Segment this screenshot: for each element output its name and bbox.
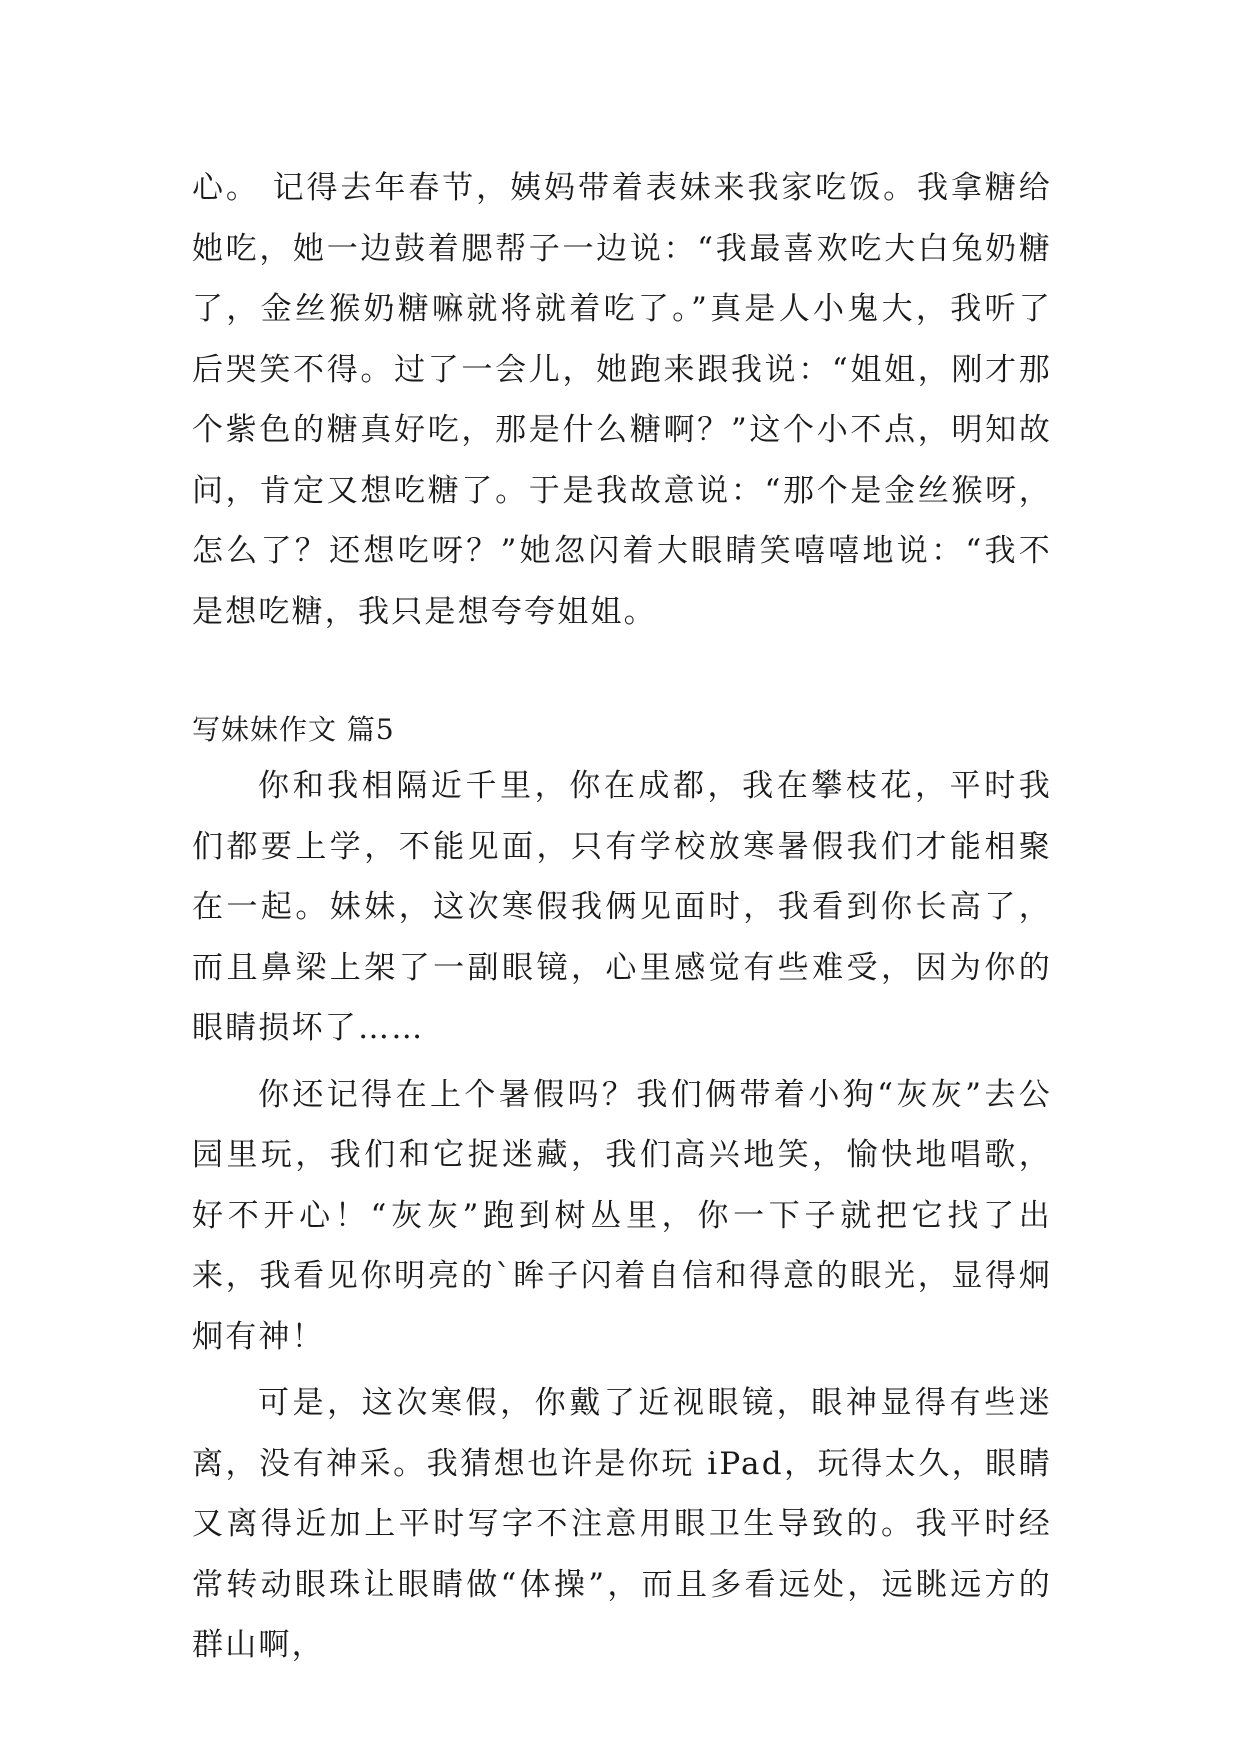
document-page (192, 158, 1052, 1676)
continuation-paragraph: 心。 记得去年春节，姨妈带着表妹来我家吃饭。我拿糖给她吃，她一边鼓着腮帮子一边说：“我最喜欢吃大白兔奶糖了，金丝猴奶糖嘛就将就着吃了。”真是人小鬼大，我听了后哭笑不得。过了一会儿，她跑来跟我说：“姐姐，刚才那个紫色的糖真好吃，那是什么糖啊？”这个小不点，明知故问，肯定又想吃糖了。于是我故意说：“那个是金丝猴呀，怎么了？还想吃呀？”她忽闪着大眼睛笑嘻嘻地说：“我不是想吃糖，我只是想夸夸姐姐。 (192, 170, 1052, 630)
section-heading: 写妹妹作文 篇5 (192, 713, 395, 746)
body-paragraph-1: 你和我相隔近千里，你在成都，我在攀枝花，平时我们都要上学，不能见面，只有学校放寒暑假我们才能相聚在一起。妹妹，这次寒假我俩见面时，我看到你长高了，而且鼻梁上架了一副眼镜，心里感觉有些难受，因为你的眼睛损坏了…… (192, 768, 1052, 1046)
body-paragraph-2: 你还记得在上个暑假吗？我们俩带着小狗“灰灰”去公园里玩，我们和它捉迷藏，我们高兴地笑，愉快地唱歌，好不开心！“灰灰”跑到树丛里，你一下子就把它找了出来，我看见你明亮的`眸子闪着自信和得意的眼光，显得炯炯有神！ (192, 1076, 1052, 1355)
body-paragraph-3: 可是，这次寒假，你戴了近视眼镜，眼神显得有些迷离，没有神采。我猜想也许是你玩 iPad，玩得太久，眼睛又离得近加上平时写字不注意用眼卫生导致的。我平时经常转动眼珠让眼睛做“体操”，而且多看远处，远眺远方的群山啊， (192, 1385, 1052, 1663)
